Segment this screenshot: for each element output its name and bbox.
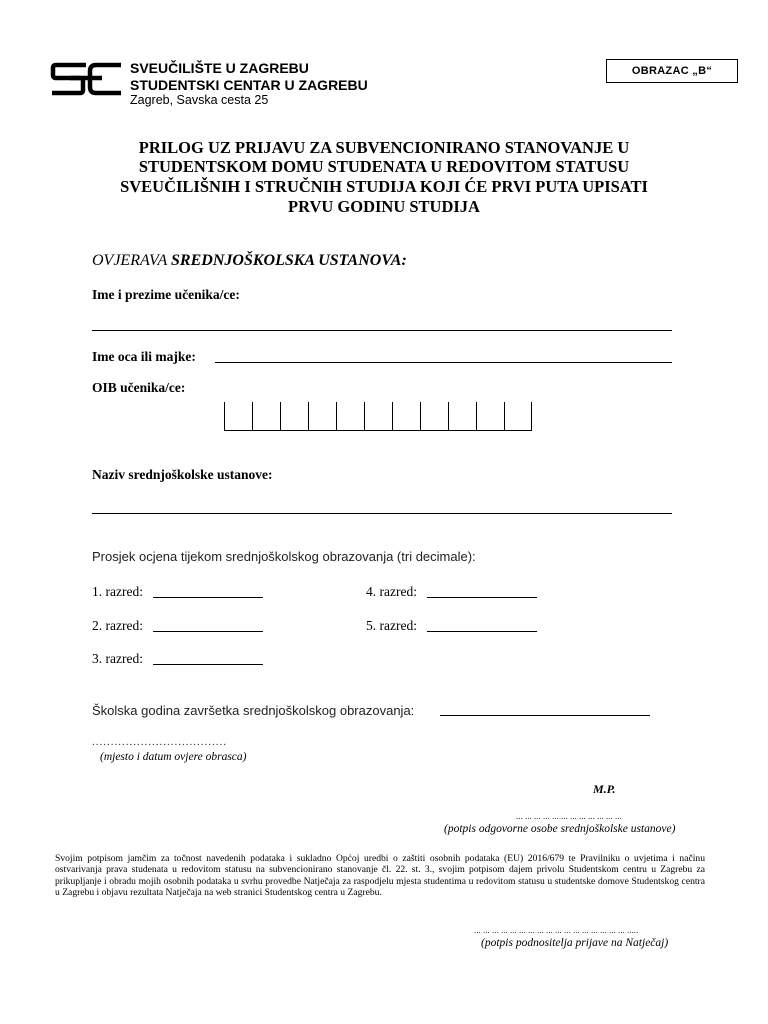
grade-3-label: 3. razred: xyxy=(92,651,143,666)
oib-input-grid[interactable] xyxy=(224,402,532,431)
completion-year-field[interactable] xyxy=(440,715,650,716)
oib-digit-cell[interactable] xyxy=(476,402,504,431)
form-code-badge: OBRAZAC „B“ xyxy=(606,59,738,83)
oib-digit-cell[interactable] xyxy=(280,402,308,431)
oib-digit-cell[interactable] xyxy=(392,402,420,431)
grade-1-label: 1. razred: xyxy=(92,584,143,599)
grade-4-field[interactable] xyxy=(427,597,537,598)
completion-year-label: Školska godina završetka srednjoškolskog obrazovanja: xyxy=(92,703,415,718)
title-line-1: PRILOG UZ PRIJAVU ZA SUBVENCIONIRANO STANOVANJE U xyxy=(138,138,630,157)
parent-name-label: Ime oca ili majke: xyxy=(92,349,196,364)
oib-digit-cell[interactable] xyxy=(224,402,252,431)
grade-5-field[interactable] xyxy=(427,631,537,632)
university-name: SVEUČILIŠTE U ZAGREBU xyxy=(130,60,309,76)
title-line-2: STUDENTSKOM DOMU STUDENATA U REDOVITOM STATUSU xyxy=(138,157,630,176)
oib-digit-cell[interactable] xyxy=(420,402,448,431)
title-line-3: SVEUČILIŠNIH I STRUČNIH STUDIJA KOJI ĆE PRVI PUTA UPISATI xyxy=(120,177,648,196)
grade-1-field[interactable] xyxy=(153,597,263,598)
section-heading xyxy=(92,252,407,270)
oib-digit-cell[interactable] xyxy=(308,402,336,431)
oib-digit-cell[interactable] xyxy=(336,402,364,431)
place-date-caption: (mjesto i datum ovjere obrasca) xyxy=(100,751,247,763)
sc-logo xyxy=(50,62,122,96)
section-heading-main: SREDNJOŠKOLSKA USTANOVA: xyxy=(171,252,407,269)
school-signature-line[interactable]: ... ... ... ... ... ... ... ... ... ... ... ... xyxy=(516,811,622,821)
parent-name-field[interactable] xyxy=(215,362,672,363)
title-line-4: PRVU GODINU STUDIJA xyxy=(288,197,480,216)
school-signature-caption: (potpis odgovorne osobe srednjoškolske ustanove) xyxy=(444,823,676,835)
applicant-signature-caption: (potpis podnositelja prijave na Natječaj) xyxy=(481,937,669,949)
oib-digit-cell[interactable] xyxy=(448,402,476,431)
section-heading-prefix: OVJERAVA xyxy=(92,252,172,269)
school-name-field[interactable] xyxy=(92,513,672,514)
student-name-field[interactable] xyxy=(92,330,672,331)
grade-average-intro: Prosjek ocjena tijekom srednjoškolskog obrazovanja (tri decimale): xyxy=(92,549,476,564)
oib-digit-cell[interactable] xyxy=(504,402,532,431)
grade-2-field[interactable] xyxy=(153,631,263,632)
oib-digit-cell[interactable] xyxy=(252,402,280,431)
place-date-line[interactable]: .................................... xyxy=(92,736,227,748)
student-name-label: Ime i prezime učenika/ce: xyxy=(92,287,240,302)
school-name-label: Naziv srednjoškolske ustanove: xyxy=(92,467,273,482)
oib-digit-cell[interactable] xyxy=(364,402,392,431)
applicant-signature-line[interactable]: ... ... ... ... ... ... ... ... ... ... ... ... ... ... ... ... ... ..... xyxy=(474,925,639,935)
grade-2-label: 2. razred: xyxy=(92,618,143,633)
consent-declaration: Svojim potpisom jamčim za točnost navedenih podataka i sukladno Općoj uredbi o zaštiti osobnih podataka (EU) 2016/679 te Pravilniku o uvjetima i načinu ostvarivanja prava studenata u redovitom statusu na subvencionirano stanovanje čl. 22. st. 3., svojim potpisom dajem privolu Studentskom centru u Zagrebu za prikupljanje i obradu mojih osobnih podataka u svrhu provedbe Natječaja za raspodjelu mjesta studentima u redovitom statusu u studentske domove Studentskog centra u Zagrebu i objavu rezultata Natječaja na web stranici Studentskog centra u Zagrebu. xyxy=(55,853,705,898)
oib-label: OIB učenika/ce: xyxy=(92,380,186,395)
address: Zagreb, Savska cesta 25 xyxy=(130,93,269,107)
grade-3-field[interactable] xyxy=(153,664,263,665)
grade-5-label: 5. razred: xyxy=(366,618,417,633)
student-center-name: STUDENTSKI CENTAR U ZAGREBU xyxy=(130,77,368,93)
grade-4-label: 4. razred: xyxy=(366,584,417,599)
stamp-placeholder: M.P. xyxy=(593,782,616,796)
